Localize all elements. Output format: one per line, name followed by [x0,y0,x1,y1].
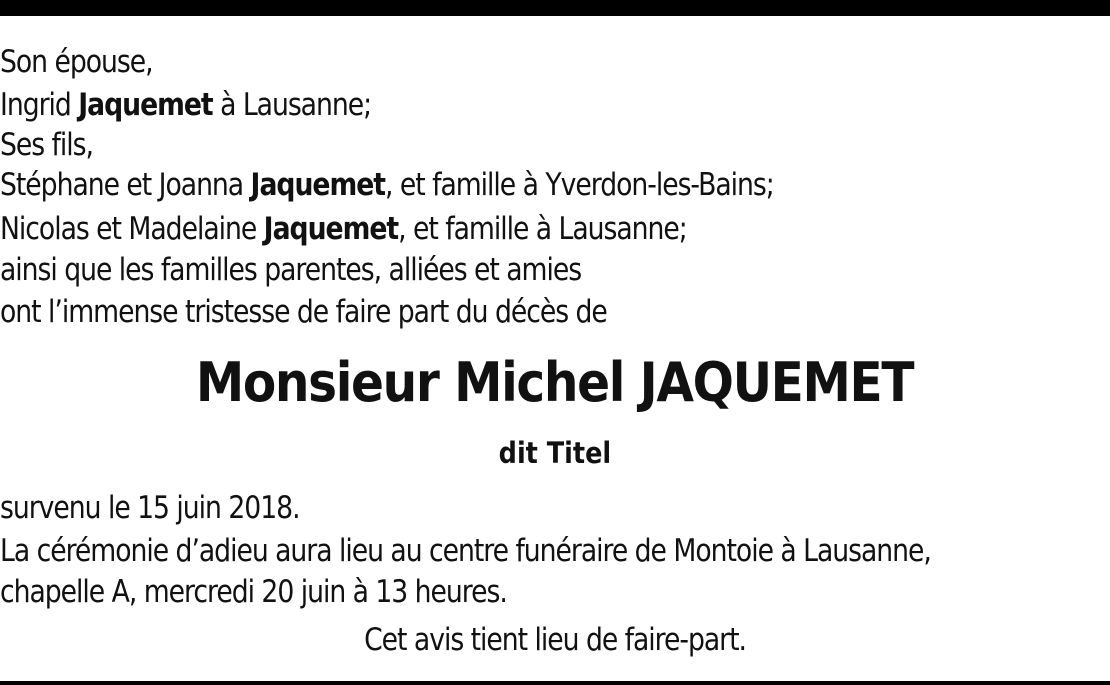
line-spouse: Ingrid Jaquemet à Lausanne; [0,87,372,123]
deceased-name: Monsieur Michel JAQUEMET [196,351,914,414]
line-son-2: Nicolas et Madelaine Jaquemet, et famille à Lausanne; [0,211,687,247]
surname-bold: Jaquemet [250,167,385,203]
top-rule [0,0,1110,16]
line-son-1: Stéphane et Joanna Jaquemet, et famille à Yverdon-les-Bains; [0,167,774,203]
deceased-nickname: dit Titel [498,436,612,470]
line-families: ainsi que les familles parentes, alliées et amies [0,252,582,288]
line-announcement: ont l’immense tristesse de faire part du décès de [0,294,607,330]
line-date: survenu le 15 juin 2018. [0,490,300,526]
line-ceremony: La cérémonie d’adieu aura lieu au centre funéraire de Montoie à Lausanne, [0,533,931,569]
surname-bold: Jaquemet [263,211,399,247]
surname-bold: Jaquemet [78,87,213,123]
bottom-rule [0,681,1110,685]
line-ceremony-place: chapelle A, mercredi 20 juin à 13 heures. [0,574,507,610]
closing-note: Cet avis tient lieu de faire-part. [364,622,746,658]
line-sons-heading: Ses fils, [0,127,93,163]
line-spouse-heading: Son épouse, [0,44,153,80]
